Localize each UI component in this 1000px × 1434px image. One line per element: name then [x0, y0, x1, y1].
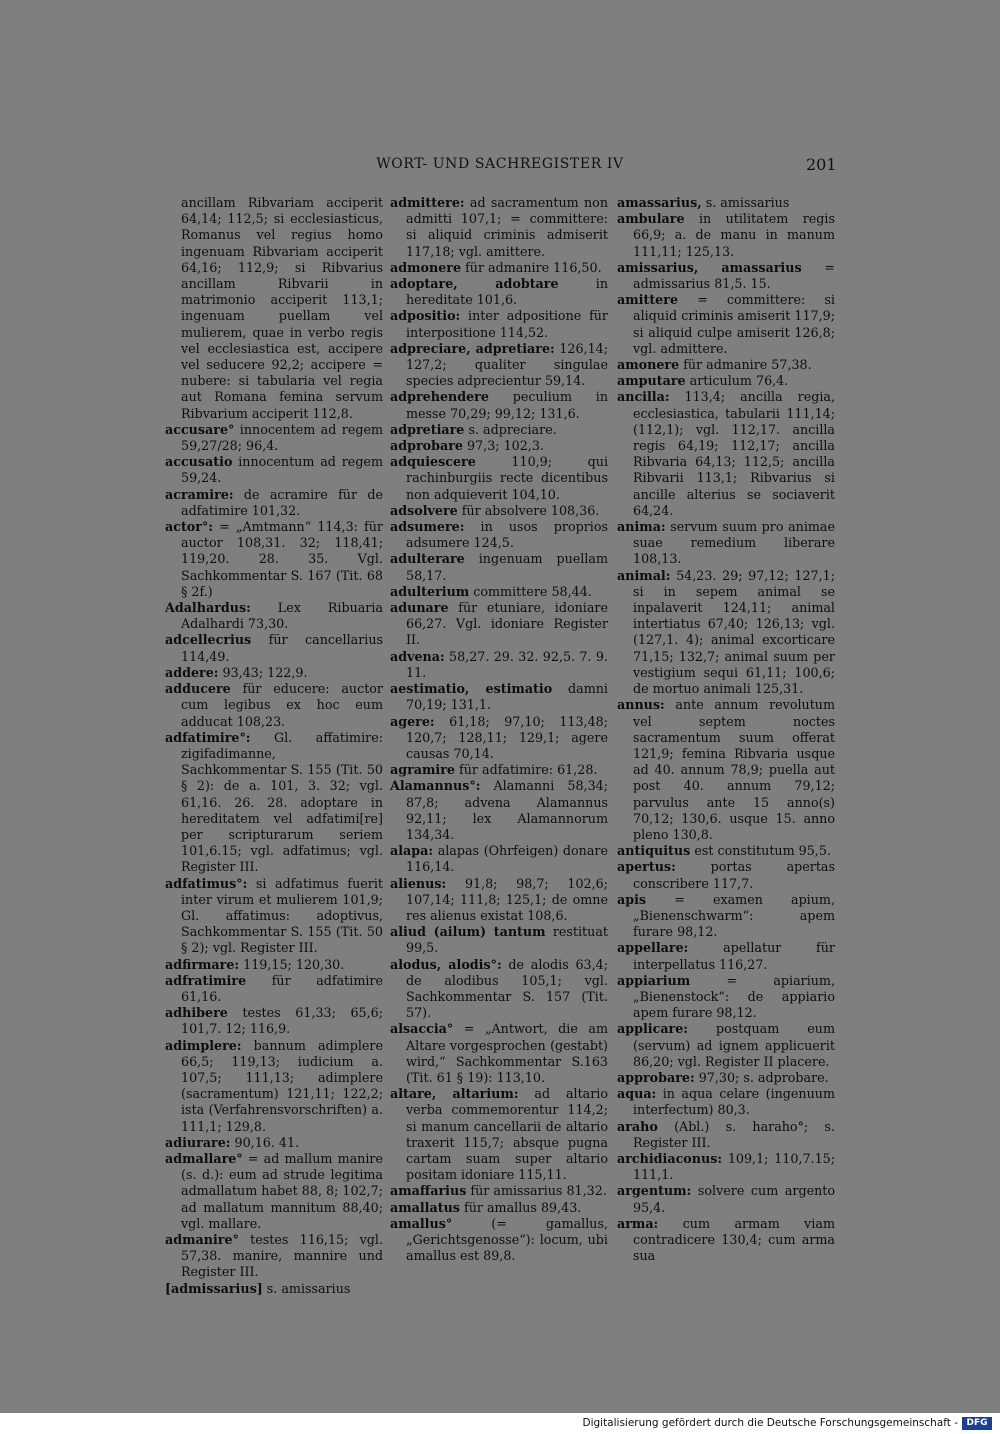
register-entry — [617, 1183, 835, 1215]
entry-headword: admanire° — [165, 1232, 239, 1247]
register-entry — [390, 1216, 608, 1265]
entry-headword: adulterare — [390, 551, 465, 567]
register-entry — [617, 568, 835, 698]
register-entry — [617, 1021, 835, 1070]
register-entry — [390, 308, 608, 340]
register-entry — [617, 211, 835, 260]
entry-headword: apertus: — [617, 859, 676, 875]
entry-headword: amonere — [617, 357, 680, 373]
register-entry — [390, 1021, 608, 1086]
register-entry — [390, 762, 608, 778]
register-entry — [390, 681, 608, 713]
entry-headword: adiurare: — [165, 1134, 231, 1150]
entry-text: de acramire für de adfatimire 101,32. — [181, 486, 383, 518]
register-entry — [617, 373, 835, 389]
entry-headword: alsaccia° — [390, 1021, 454, 1037]
entry-headword: alienus: — [390, 875, 447, 891]
entry-text: in utilitatem regis 66,9; a. de manu in manum 111,11; 125,13. — [633, 211, 835, 259]
entry-headword: adsolvere — [390, 502, 458, 518]
register-entry — [617, 519, 835, 568]
entry-headword: aestimatio, estimatio — [390, 681, 553, 697]
entry-text: = „Amtmann“ 114,3: für auctor 108,31. 32; 118,41; 119,20. 28. 35. Vgl. Sachkommentar S. 167 (Tit. 68 § 2f.) — [181, 519, 383, 599]
entry-text: (= gamallus, „Gerichtsgenosse“): locum, ubi amallus est 89,8. — [406, 1215, 608, 1264]
entry-text: für etuniare, idoniare 66,27. Vgl. idoniare Register II. — [406, 600, 608, 648]
entry-text: s. amissarius — [705, 195, 790, 210]
register-entry — [165, 519, 383, 600]
entry-text: für amallus 89,43. — [464, 1199, 582, 1215]
entry-text: = ad mallum manire (s. d.): eum ad strude legitima admallatum habet 88, 8; 102,7; ad mallatum mannitum 88,40; vgl. mallare. — [181, 1150, 383, 1231]
entry-text: Gl. affatimire: zigifadimanne, Sachkommentar S. 155 (Tit. 50 § 2): de a. 101, 3. 32; vgl. 61,16. 26. 28. adoptare in hereditatem vel adfatimi[re] per scripturarum seriem 101,6.15; vgl. adfatimus; vgl. Register III. — [181, 729, 383, 875]
register-entry — [165, 422, 383, 454]
entry-headword: aliud (ailum) tantum — [390, 924, 546, 940]
register-entry — [390, 924, 608, 956]
register-entry — [390, 1086, 608, 1183]
entry-headword: adducere — [165, 681, 231, 697]
entry-text: ad altario verba commemorentur 114,2; si manum cancellarii de altario traxerit 115,7; absque pugna cartam suam super altario positam idoniare 115,11. — [406, 1086, 608, 1183]
entry-headword: adprobare — [390, 438, 463, 454]
entry-text: alapas (Ohrfeigen) donare 116,14. — [406, 843, 608, 875]
register-entry — [165, 1005, 383, 1037]
register-entry — [390, 341, 608, 390]
entry-text: testes 61,33; 65,6; 101,7. 12; 116,9. — [181, 1005, 383, 1037]
entry-text: 109,1; 110,7.15; 111,1. — [633, 1150, 835, 1183]
entry-text: portas apertas conscribere 117,7. — [633, 859, 835, 891]
entry-text: inter adpositione für interpositione 114,52. — [406, 308, 608, 340]
entry-headword: appiarium — [617, 972, 691, 988]
register-entry — [390, 438, 608, 454]
entry-text: peculium in messe 70,29; 99,12; 131,6. — [406, 389, 608, 421]
entry-headword: amassarius, — [617, 195, 702, 210]
register-entry — [165, 876, 383, 957]
entry-headword: araho — [617, 1118, 658, 1134]
entry-headword: anima: — [617, 519, 666, 535]
entry-text: damni 70,19; 131,1. — [406, 681, 608, 713]
register-entry — [390, 276, 608, 308]
entry-headword: adpositio: — [390, 308, 461, 324]
entry-text: 90,16. 41. — [234, 1134, 300, 1150]
entry-headword: adhibere — [165, 1005, 228, 1021]
entry-headword: admonere — [390, 259, 462, 275]
register-entry — [165, 600, 383, 632]
register-entry — [617, 1119, 835, 1151]
entry-headword: addere: — [165, 664, 219, 680]
entry-text: solvere cum argento 95,4. — [633, 1183, 835, 1215]
register-entry — [390, 389, 608, 421]
register-entry — [165, 730, 383, 876]
entry-text: in hereditate 101,6. — [406, 276, 608, 308]
entry-headword: apis — [617, 891, 647, 907]
entry-text: für adfatimire 61,16. — [181, 972, 383, 1004]
entry-text: 110,9; qui rachinburgiis recte dicentibus non adquieverit 104,10. — [406, 454, 608, 502]
entry-headword: admallare° — [165, 1150, 243, 1166]
index-column-2 — [390, 195, 608, 1264]
entry-headword: amittere — [617, 292, 679, 308]
entry-headword: approbare: — [617, 1069, 695, 1085]
entry-headword: antiquitus — [617, 843, 691, 859]
entry-text: = apiarium, „Bienenstock“: de appiario apem furare 98,12. — [633, 972, 835, 1021]
entry-text: innocentem ad regem 59,27/28; 96,4. — [181, 421, 383, 454]
register-entry — [617, 973, 835, 1022]
entry-headword: adfatimire°: — [165, 729, 251, 745]
entry-headword: adfirmare: — [165, 956, 240, 972]
register-entry — [390, 519, 608, 551]
register-entry — [390, 1200, 608, 1216]
entry-text: ancillam Ribvariam acciperit 64,14; 112,5; si ecclesiasticus, Romanus vel regius homo ingenuam Ribvariam acciperit 64,16; 112,9; si Ribvarius ancillam Ribvarii in matrimonio acciperit 113,1; ingenuam puellam vel mulierem, quae in verbo regis vel ecclesiastica est, accipere vel seducere 92,2; accipere = nubere: si tabularia vel regia aut Romana femina servum Ribvarium acciperit 112,8. — [181, 195, 383, 421]
entry-text: für absolvere 108,36. — [461, 502, 600, 518]
entry-text: servum suum pro animae suae remedium liberare 108,13. — [633, 519, 835, 567]
entry-headword: adunare — [390, 600, 449, 616]
entry-text: bannum adimplere 66,5; 119,13; iudicium a. 107,5; 111,13; adimplere (sacramentum) 121,11; 122,2; ista (Verfahrensvorschriften) a. 111,1; 129,8. — [181, 1037, 383, 1134]
register-entry — [165, 973, 383, 1005]
register-entry — [165, 665, 383, 681]
entry-text: ingenuam puellam 58,17. — [406, 551, 608, 583]
register-entry — [617, 697, 835, 843]
entry-text: ante annum revolutum vel septem noctes sacramentum suum offerat 121,9; femina Ribvaria usque ad 40. annum 78,9; puella aut post 40. annum 79,12; parvulus ante 15 anno(s) 70,12; 130,6. usque 15. anno pleno 130,8. — [633, 697, 835, 842]
index-column-1 — [165, 195, 383, 1297]
entry-headword: adoptare, adobtare — [390, 276, 559, 292]
entry-text: 97,30; s. adprobare. — [698, 1069, 829, 1085]
entry-text: apellatur für interpellatus 116,27. — [633, 940, 835, 972]
entry-headword: adsumere: — [390, 519, 465, 535]
entry-text: = admissarius 81,5. 15. — [633, 259, 835, 292]
entry-text: 119,15; 120,30. — [243, 956, 345, 972]
register-entry — [165, 487, 383, 519]
register-entry — [165, 195, 383, 422]
entry-text: s. amissarius — [266, 1280, 351, 1296]
register-entry — [617, 357, 835, 373]
entry-headword: adquiescere — [390, 454, 476, 470]
entry-text: si adfatimus fuerit inter virum et mulierem 101,9; Gl. affatimus: adoptivus, Sachkommentar S. 155 (Tit. 50 § 2); vgl. Register III. — [181, 875, 383, 956]
entry-headword: agere: — [390, 713, 435, 729]
entry-headword: agramire — [390, 762, 455, 778]
entry-headword: animal: — [617, 567, 671, 583]
entry-text: postquam eum (servum) ad ignem applicuerit 86,20; vgl. Register II placere. — [633, 1021, 835, 1069]
register-entry — [390, 649, 608, 681]
register-entry — [390, 584, 608, 600]
entry-text: cum armam viam contradicere 130,4; cum arma sua — [633, 1215, 835, 1264]
register-entry — [390, 422, 608, 438]
entry-text: für cancellarius 114,49. — [181, 632, 383, 664]
entry-headword: adprehendere — [390, 389, 489, 405]
entry-text: 91,8; 98,7; 102,6; 107,14; 111,8; 125,1; de omne res alienus existat 108,6. — [406, 875, 608, 923]
entry-headword: altare, altarium: — [390, 1086, 519, 1102]
register-entry — [390, 843, 608, 875]
register-entry — [390, 1183, 608, 1199]
register-entry — [390, 551, 608, 583]
running-header: WORT- UND SACHREGISTER IV — [376, 156, 624, 172]
register-entry — [390, 454, 608, 503]
entry-text: Lex Ribuaria Adalhardi 73,30. — [181, 600, 383, 632]
entry-headword: aqua: — [617, 1086, 657, 1102]
entry-text: (Abl.) s. haraho°; s. Register III. — [633, 1118, 835, 1150]
entry-text: 93,43; 122,9. — [222, 664, 308, 680]
entry-headword: amissarius, amassarius — [617, 259, 802, 275]
register-entry — [165, 1038, 383, 1135]
entry-headword: adfratimire — [165, 972, 247, 988]
entry-text: Alamanni 58,34; 87,8; advena Alamannus 92,11; lex Alamannorum 134,34. — [406, 778, 608, 842]
register-entry — [390, 600, 608, 649]
page-number: 201 — [806, 155, 837, 174]
entry-text: 113,4; ancilla regia, ecclesiastica, tabularii 111,14; (112,1); vgl. 112,17. ancilla regis 64,19; 112,17; ancilla Ribvaria 64,13; 112,5; ancilla Ribvarii 113,1; Ribvarius si ancille alterius se sociaverit 64,24. — [633, 389, 835, 518]
funding-note: Digitalisierung gefördert durch die Deutsche Forschungsgemeinschaft - — [582, 1417, 958, 1429]
entry-headword: annus: — [617, 697, 665, 713]
entry-text: testes 116,15; vgl. 57,38. manire, mannire und Register III. — [181, 1232, 383, 1280]
register-entry — [390, 778, 608, 843]
register-entry — [617, 1070, 835, 1086]
entry-headword: amallus° — [390, 1215, 453, 1231]
entry-headword: alodus, alodis°: — [390, 956, 502, 972]
entry-text: 126,14; 127,2; qualiter singulae species adprecientur 59,14. — [406, 340, 608, 389]
entry-headword: amputare — [617, 373, 686, 389]
entry-text: s. adpreciare. — [468, 421, 557, 437]
entry-text: 58,27. 29. 32. 92,5. 7. 9. 11. — [406, 648, 608, 680]
register-entry — [390, 876, 608, 925]
entry-text: de alodis 63,4; de alodibus 105,1; vgl. Sachkommentar S. 157 (Tit. 57). — [406, 956, 608, 1021]
entry-headword: Alamannus°: — [390, 778, 481, 794]
entry-text: für admanire 57,38. — [683, 357, 812, 373]
entry-headword: admittere: — [390, 195, 465, 210]
entry-text: in usos proprios adsumere 124,5. — [406, 519, 608, 551]
register-entry — [617, 859, 835, 891]
entry-headword: acramire: — [165, 486, 234, 502]
register-entry — [165, 1135, 383, 1151]
entry-headword: archidiaconus: — [617, 1150, 723, 1166]
entry-headword: amaffarius — [390, 1183, 467, 1199]
entry-text: restituat 99,5. — [406, 924, 608, 956]
entry-headword: Adalhardus: — [165, 600, 251, 616]
entry-text: für admanire 116,50. — [465, 259, 602, 275]
register-entry — [165, 1281, 383, 1297]
entry-text: articulum 76,4. — [689, 373, 789, 389]
register-entry — [617, 892, 835, 941]
entry-text: = committere: si aliquid criminis amiserit 117,9; si aliquid culpe amiserit 126,8; vgl. admittere. — [633, 292, 835, 356]
entry-headword: ambulare — [617, 211, 685, 227]
entry-headword: advena: — [390, 648, 445, 664]
register-entry — [617, 843, 835, 859]
entry-headword: alapa: — [390, 843, 434, 859]
entry-headword: adpretiare — [390, 421, 465, 437]
register-entry — [617, 260, 835, 292]
entry-headword: [admissarius] — [165, 1280, 263, 1296]
entry-headword: adfatimus°: — [165, 875, 248, 891]
entry-headword: accusatio — [165, 454, 233, 470]
index-column-3 — [617, 195, 835, 1264]
register-entry — [617, 1216, 835, 1265]
entry-headword: actor°: — [165, 519, 213, 535]
entry-text: für amissarius 81,32. — [470, 1183, 607, 1199]
entry-text: est constitutum 95,5. — [694, 843, 831, 859]
entry-text: innocentum ad regem 59,24. — [181, 454, 383, 486]
entry-headword: adpreciare, adpretiare: — [390, 340, 555, 356]
register-entry — [165, 681, 383, 730]
register-entry — [617, 292, 835, 357]
register-entry — [165, 1232, 383, 1281]
register-entry — [165, 454, 383, 486]
entry-headword: accusare° — [165, 421, 235, 437]
entry-text: 54,23. 29; 97,12; 127,1; si in sepem animal se inpalaverit 124,11; animal intertiatus 67,40; 126,13; vgl. (127,1. 4); animal excorticare 71,15; 132,7; animal suum per vestigium sequi 61,11; 100,6; de mortuo animali 125,31. — [633, 567, 835, 697]
entry-text: committere 58,44. — [473, 583, 592, 599]
entry-headword: amallatus — [390, 1199, 460, 1215]
register-entry — [617, 389, 835, 519]
register-entry — [165, 1151, 383, 1232]
entry-headword: adcellecrius — [165, 632, 252, 648]
register-entry — [617, 1151, 835, 1183]
register-entry — [390, 714, 608, 763]
register-entry — [390, 957, 608, 1022]
register-entry — [617, 940, 835, 972]
register-entry — [617, 1086, 835, 1118]
register-entry — [390, 503, 608, 519]
entry-headword: appellare: — [617, 940, 689, 956]
entry-text: = „Antwort, die am Altare vorgesprochen (gestabt) wird,“ Sachkommentar S.163 (Tit. 61 § 19): 113,10. — [406, 1021, 608, 1085]
entry-headword: ancilla: — [617, 389, 670, 405]
entry-text: = examen apium, „Bienenschwarm“: apem furare 98,12. — [633, 891, 835, 940]
entry-text: 61,18; 97,10; 113,48; 120,7; 128,11; 129,1; agere causas 70,14. — [406, 713, 608, 761]
entry-text: für educere: auctor cum legibus ex hoc eum adducat 108,23. — [181, 681, 383, 729]
register-entry — [165, 632, 383, 664]
entry-text: in aqua celare (ingenuum interfectum) 80,3. — [633, 1086, 835, 1118]
entry-headword: adimplere: — [165, 1037, 242, 1053]
register-entry — [390, 260, 608, 276]
entry-text: 97,3; 102,3. — [467, 438, 544, 454]
entry-headword: applicare: — [617, 1021, 688, 1037]
register-entry — [165, 957, 383, 973]
dfg-logo: DFG — [962, 1417, 992, 1430]
register-entry — [390, 195, 608, 260]
entry-text: für adfatimire: 61,28. — [459, 762, 598, 778]
entry-text: ad sacramentum non admitti 107,1; = committere: si aliquid criminis admiserit 117,18; vgl. amittere. — [406, 195, 608, 259]
entry-headword: adulterium — [390, 583, 470, 599]
footer-bar — [0, 1413, 1000, 1434]
entry-headword: arma: — [617, 1215, 659, 1231]
entry-headword: argentum: — [617, 1183, 692, 1199]
register-entry — [617, 195, 835, 211]
